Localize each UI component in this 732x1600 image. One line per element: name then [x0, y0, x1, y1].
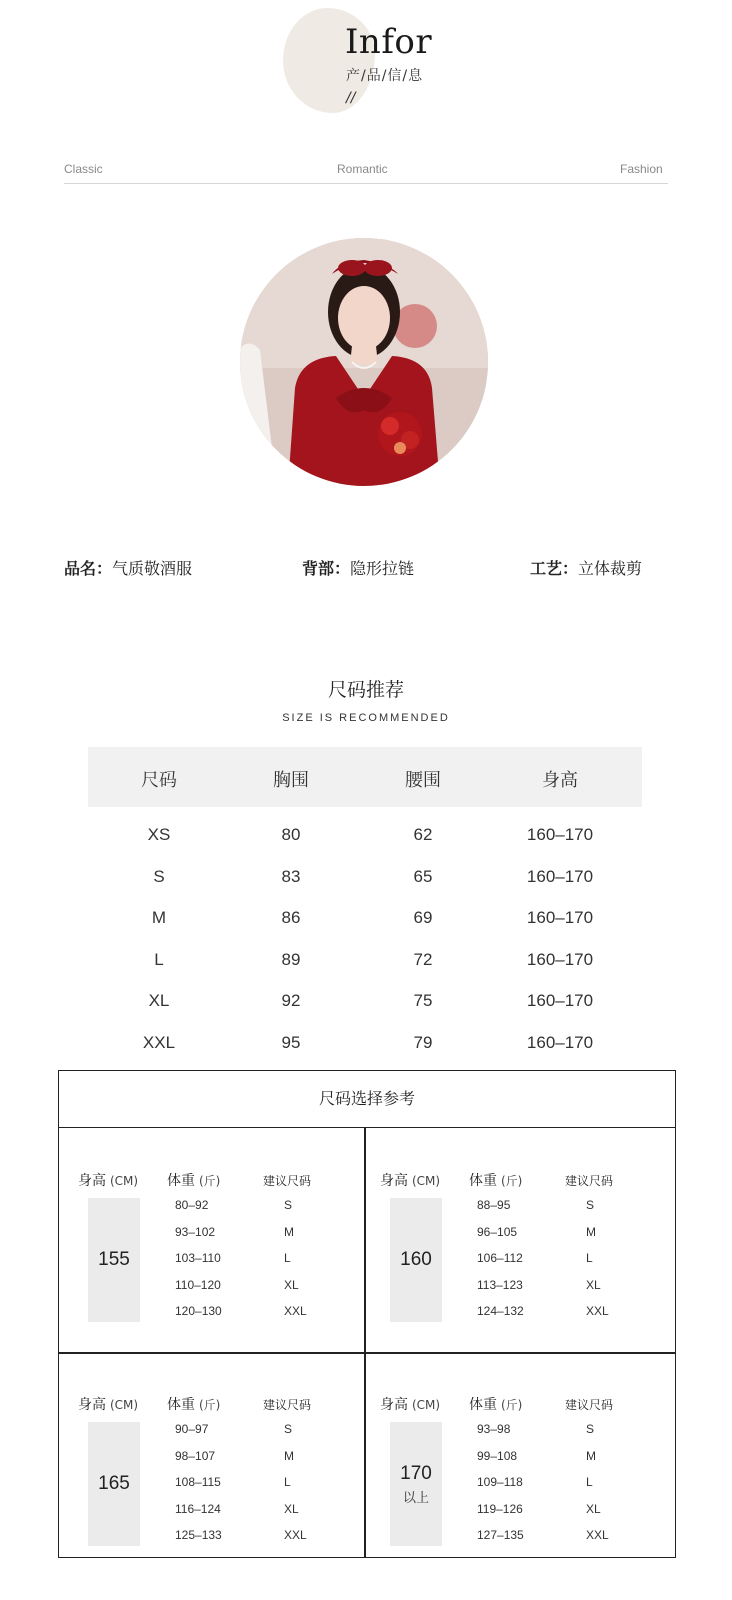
size-table-cell: XXL	[142, 1032, 176, 1052]
reference-block	[362, 1354, 662, 1574]
suggested-size: XXL	[284, 1304, 307, 1318]
height-label-unit: (CM)	[412, 1174, 441, 1188]
tagline-romantic: Romantic	[337, 162, 388, 176]
weight-range: 120–130	[175, 1304, 222, 1318]
weight-label-text: 体重	[469, 1397, 497, 1413]
size-table-cell: 65	[413, 866, 433, 886]
suggested-size: M	[284, 1224, 294, 1239]
size-table-cell: 89	[281, 949, 301, 969]
suggested-size: XL	[284, 1501, 299, 1516]
size-table-cell: 160–170	[526, 991, 594, 1010]
height-label	[78, 1394, 138, 1414]
size-table-cell: 160–170	[526, 949, 594, 969]
height-label-text: 身高	[78, 1397, 106, 1413]
size-table-cell: 92	[281, 991, 301, 1010]
tagline-classic: Classic	[64, 162, 103, 176]
header-subtitle: 产/品/信/息	[346, 68, 424, 84]
size-table-cell: 69	[413, 908, 433, 927]
info-back	[302, 556, 414, 579]
info-craft	[530, 556, 642, 579]
height-note: 以上	[402, 1490, 429, 1506]
tagline-divider	[64, 183, 668, 184]
suggested-size: XL	[586, 1277, 601, 1292]
suggested-size: L	[586, 1475, 593, 1489]
reference-block	[60, 1130, 360, 1350]
weight-label	[469, 1170, 522, 1190]
size-table-header-cell: 胸围	[273, 770, 309, 791]
suggested-size: L	[284, 1251, 291, 1265]
size-table-cell: 160–170	[526, 866, 594, 886]
height-value-box	[88, 1422, 140, 1546]
height-value: 165	[98, 1473, 130, 1494]
size-table-cell: 86	[281, 908, 301, 927]
suggested-size: L	[284, 1475, 291, 1489]
header-title: Infor	[345, 22, 433, 62]
size-table-cell: 160–170	[526, 825, 594, 844]
weight-range: 93–102	[175, 1224, 216, 1239]
size-table-cell: 62	[413, 825, 433, 844]
height-label-text: 身高	[380, 1173, 408, 1189]
size-table-cell: 75	[413, 991, 433, 1010]
size-table-cell: 95	[281, 1032, 301, 1052]
weight-label-unit: (斤)	[199, 1174, 221, 1188]
weight-range: 127–135	[477, 1528, 524, 1542]
suggested-size: XL	[586, 1501, 601, 1516]
suggested-size: S	[586, 1422, 595, 1436]
header-mark: //	[346, 90, 356, 106]
suggested-size-label: 建议尺码	[565, 1398, 614, 1412]
suggested-size: M	[586, 1224, 596, 1239]
info-product-name	[64, 556, 192, 579]
height-label-text: 身高	[78, 1173, 106, 1189]
size-table-cell: 80	[281, 825, 301, 844]
height-label-unit: (CM)	[110, 1174, 139, 1188]
weight-range: 93–98	[477, 1422, 511, 1436]
size-table-cell: L	[154, 949, 164, 969]
size-table-header-cell: 身高	[542, 770, 578, 791]
weight-label-unit: (斤)	[501, 1398, 523, 1412]
suggested-size: S	[284, 1198, 293, 1212]
weight-range: 124–132	[477, 1304, 524, 1318]
suggested-size: L	[586, 1251, 593, 1265]
suggested-size: M	[284, 1448, 294, 1463]
info-name-label: 品名：	[64, 559, 113, 578]
height-label	[78, 1170, 138, 1190]
weight-range: 106–112	[477, 1251, 523, 1265]
weight-label	[167, 1394, 220, 1414]
suggested-size: S	[586, 1198, 595, 1212]
weight-range: 99–108	[477, 1448, 518, 1463]
size-table-header-cell: 腰围	[405, 770, 441, 791]
info-back-value: 隐形拉链	[350, 559, 415, 578]
weight-range: 125–133	[175, 1528, 222, 1542]
reference-title: 尺码选择参考	[58, 1070, 676, 1128]
size-table-cell: XL	[148, 991, 170, 1010]
weight-range: 113–123	[477, 1277, 523, 1292]
size-table-cell: 160–170	[526, 908, 594, 927]
weight-label	[469, 1394, 522, 1414]
height-label-unit: (CM)	[110, 1398, 139, 1412]
size-table-cell: 160–170	[526, 1032, 594, 1052]
suggested-size: XXL	[284, 1528, 307, 1542]
weight-range: 116–124	[175, 1501, 221, 1516]
size-table-cell: 72	[413, 949, 433, 969]
height-value: 155	[98, 1249, 130, 1270]
suggested-size: S	[284, 1422, 293, 1436]
weight-range: 96–105	[477, 1224, 518, 1239]
info-craft-value: 立体裁剪	[578, 559, 643, 578]
model-photo	[240, 238, 488, 486]
height-label	[380, 1170, 440, 1190]
height-label-unit: (CM)	[412, 1398, 441, 1412]
weight-label-unit: (斤)	[199, 1398, 221, 1412]
weight-label	[167, 1170, 220, 1190]
info-craft-label: 工艺：	[530, 559, 579, 578]
size-table-header-cell: 尺码	[141, 770, 177, 791]
weight-range: 109–118	[477, 1475, 523, 1489]
suggested-size: XXL	[586, 1528, 609, 1542]
info-name-value: 气质敬酒服	[112, 559, 193, 578]
weight-range: 88–95	[477, 1198, 511, 1212]
weight-range: 90–97	[175, 1422, 209, 1436]
weight-label-text: 体重	[469, 1173, 497, 1189]
size-table-cell: M	[151, 908, 167, 927]
size-table-cell: 83	[281, 866, 301, 886]
weight-range: 98–107	[175, 1448, 216, 1463]
tagline-fashion: Fashion	[620, 162, 663, 176]
height-value: 160	[400, 1249, 432, 1270]
reference-block	[362, 1130, 662, 1350]
height-label-text: 身高	[380, 1397, 408, 1413]
size-table-cell: S	[153, 866, 165, 886]
weight-range: 108–115	[175, 1475, 221, 1489]
size-table-cell: XS	[147, 825, 171, 844]
suggested-size-label: 建议尺码	[263, 1174, 312, 1188]
weight-label-text: 体重	[167, 1397, 195, 1413]
size-rec-subtitle: SIZE IS RECOMMENDED	[282, 712, 450, 724]
suggested-size-label: 建议尺码	[263, 1398, 312, 1412]
suggested-size: M	[586, 1448, 596, 1463]
weight-range: 80–92	[175, 1198, 209, 1212]
height-label	[380, 1394, 440, 1414]
height-value-box	[390, 1198, 442, 1322]
weight-label-unit: (斤)	[501, 1174, 523, 1188]
suggested-size: XL	[284, 1277, 299, 1292]
size-table-cell: 79	[413, 1032, 433, 1052]
height-value: 170	[400, 1462, 432, 1484]
reference-block	[60, 1354, 360, 1574]
info-back-label: 背部：	[302, 559, 351, 578]
height-value-box	[88, 1198, 140, 1322]
suggested-size: XXL	[586, 1304, 609, 1318]
height-value-box	[390, 1422, 442, 1546]
weight-range: 110–120	[175, 1277, 221, 1292]
weight-range: 119–126	[477, 1501, 523, 1516]
weight-range: 103–110	[175, 1251, 221, 1265]
size-rec-title: 尺码推荐	[327, 679, 404, 701]
weight-label-text: 体重	[167, 1173, 195, 1189]
suggested-size-label: 建议尺码	[565, 1174, 614, 1188]
